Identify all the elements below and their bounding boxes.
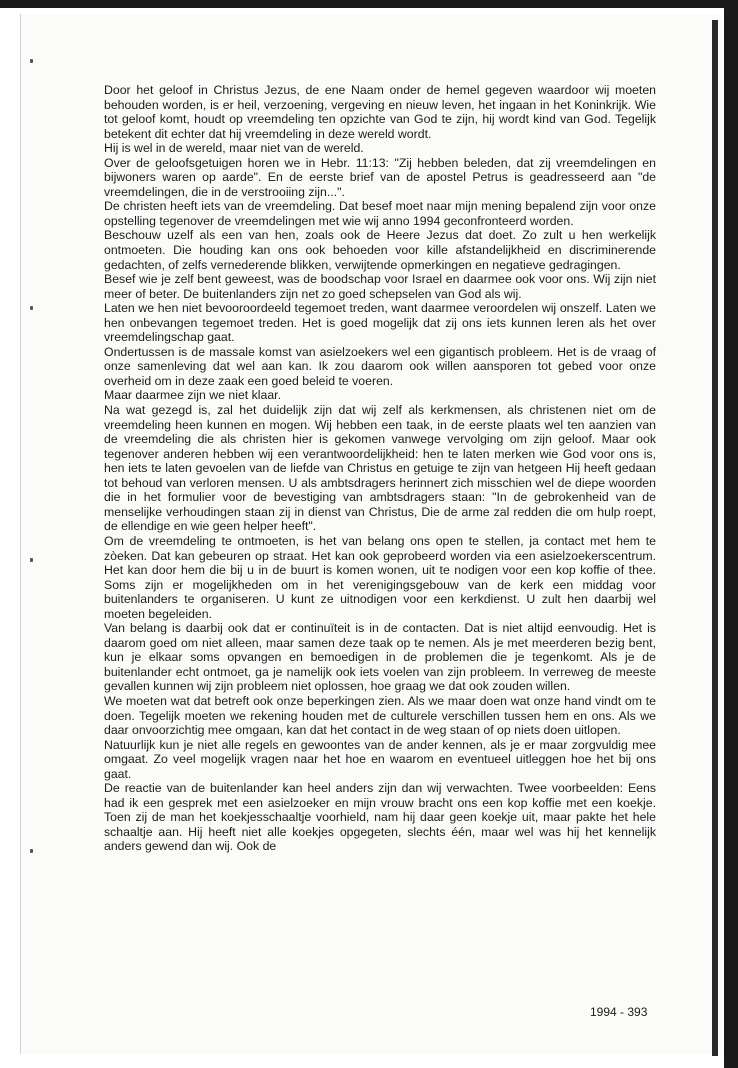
paragraph: Laten we hen niet bevooroordeeld tegemoet treden, want daarmee veroordelen wij onszelf. Laten we hen onbevangen tegemoet treden. Het is goed mogelijk dat zij ons iets kunnen leren als het over vreemdelingschap gaat. — [104, 301, 656, 345]
body-text — [104, 83, 656, 854]
binding-hole-mark — [30, 59, 33, 63]
paragraph: Beschouw uzelf als een van hen, zoals ook de Heere Jezus dat doet. Zo zult u hen werkelijk ontmoeten. Die houding kan ons ook behoeden voor kille afstandelijkheid en discriminerende gedachten, of zelfs vernederende blikken, verwijtende opmerkingen en negatieve gedragingen. — [104, 228, 656, 272]
paragraph: We moeten wat dat betreft ook onze beperkingen zien. Als we maar doen wat onze hand vindt om te doen. Tegelijk moeten we rekening houden met de culturele verschillen tussen hem en ons. Als we daar onvoorzichtig mee omgaan, kan dat het contact in de weg staan of op niets doen uitlopen. — [104, 693, 656, 738]
paragraph: De christen heeft iets van de vreemdeling. Dat besef moet naar mijn mening bepalend zijn voor onze opstelling tegenover de vreemdelingen met wie wij anno 1994 geconfronteerd worden. — [104, 199, 656, 228]
paragraph: De reactie van de buitenlander kan heel anders zijn dan wij verwachten. Twee voorbeelden: Eens had ik een gesprek met een asielzoeker en mijn vrouw bracht ons een kop koffie met een koekje. Toen zij de man het koekjesschaaltje voorhield, nam hij daar geen koekje uit, maar pakte het hele schaaltje aan. Hij heeft niet alle koekjes opgegeten, slechts één, maar wel was hij het kennelijk anders gewend dan wij. Ook de — [104, 781, 656, 854]
paragraph: Natuurlijk kun je niet alle regels en gewoontes van de ander kennen, als je er maar zorgvuldig mee omgaat. Zo veel mogelijk vragen naar het hoe en waarom en eventueel uitleggen hoe het bij ons gaat. — [104, 737, 656, 781]
page-number: 1994 - 393 — [590, 1005, 648, 1019]
binding-hole-mark — [30, 306, 33, 310]
paragraph: Na wat gezegd is, zal het duidelijk zijn dat wij zelf als kerkmensen, als christenen niet om de vreemdeling heen kunnen en mogen. Wij hebben een taak, in de eerste plaats wel ten aanzien van de vreemdeling die als christen hier is gekomen vanwege vervolging om zijn geloof. Maar ook tegenover anderen hebben wij een verantwoordelijkheid: hen te laten merken wie God voor ons is, hen iets te laten gevoelen van de liefde van Christus en getuige te zijn van hetgeen Hij heeft gedaan tot behoud van verloren mensen. U als ambtsdragers herinnert zich misschien wel de diepe woorden die in het formulier voor de bevestiging van ambtsdragers staan: "In de gebrokenheid van de menselijke verhoudingen staan zij in dienst van Christus, Die de arme zal redden die om hulp roept, de ellendige en wie geen helper heeft". — [104, 403, 656, 534]
binding-hole-mark — [30, 849, 33, 853]
scan-border-right — [724, 0, 738, 1068]
paragraph: Van belang is daarbij ook dat er continuïteit is in de contacten. Dat is niet altijd eenvoudig. Het is daarom goed om niet alleen, maar samen deze taak op te nemen. Als je met meerderen bezig bent, kun je elkaar soms opvangen en bemoedigen in de problemen die je tegenkomt. Als je de buitenlander echt ontmoet, ga je namelijk ook iets voelen van zijn probleem. In verreweg de meeste gevallen kunnen wij zijn probleem niet oplossen, hoe graag we dat ook zouden willen. — [104, 621, 656, 694]
paragraph: Ondertussen is de massale komst van asielzoekers wel een gigantisch probleem. Het is de vraag of onze samenleving dat wel aan kan. Ik zou daarom ook willen aansporen tot gebed voor onze overheid om in deze zaak een goed beleid te voeren. — [104, 344, 656, 388]
paragraph: Over de geloofsgetuigen horen we in Hebr. 11:13: "Zij hebben beleden, dat zij vreemdelingen en bijwoners waren op aarde". En de eerste brief van de apostel Petrus is geadresseerd aan "de vreemdelingen, die in de verstrooiing zijn...". — [104, 155, 656, 199]
page-edge-shadow — [712, 20, 718, 1056]
paragraph: Besef wie je zelf bent geweest, was de boodschap voor Israel en daarmee ook voor ons. Wij zijn niet meer of beter. De buitenlanders zijn net zo goed schepselen van God als wij. — [104, 272, 656, 301]
paragraph: Maar daarmee zijn we niet klaar. — [104, 388, 282, 403]
scan-border-top — [0, 0, 738, 8]
paragraph: Hij is wel in de wereld, maar niet van de wereld. — [104, 141, 364, 156]
paragraph: Om de vreemdeling te ontmoeten, is het van belang ons open te stellen, ja contact met hem te zòeken. Dat kan gebeuren op straat. Het kan ook geprobeerd worden via een asielzoekerscentrum. Het kan door hem die bij u in de buurt is komen wonen, uit te nodigen voor een kop koffie of thee. Soms zijn er mogelijkheden om in het verenigingsgebouw van de kerk een middag voor buitenlanders te organiseren. U kunt ze uitnodigen voor een kerkdienst. U zult hen daarbij wel moeten begeleiden. — [104, 533, 656, 621]
paragraph: Door het geloof in Christus Jezus, de ene Naam onder de hemel gegeven waardoor wij moeten behouden worden, is er heil, verzoening, vergeving en nieuw leven, het ingaan in het Koninkrijk. Wie tot geloof komt, houdt op vreemdeling ten opzichte van God te zijn, hij wordt kind van God. Tegelijk betekent dit echter dat hij vreemdeling in deze wereld wordt. — [104, 83, 656, 141]
binding-hole-mark — [30, 558, 33, 562]
